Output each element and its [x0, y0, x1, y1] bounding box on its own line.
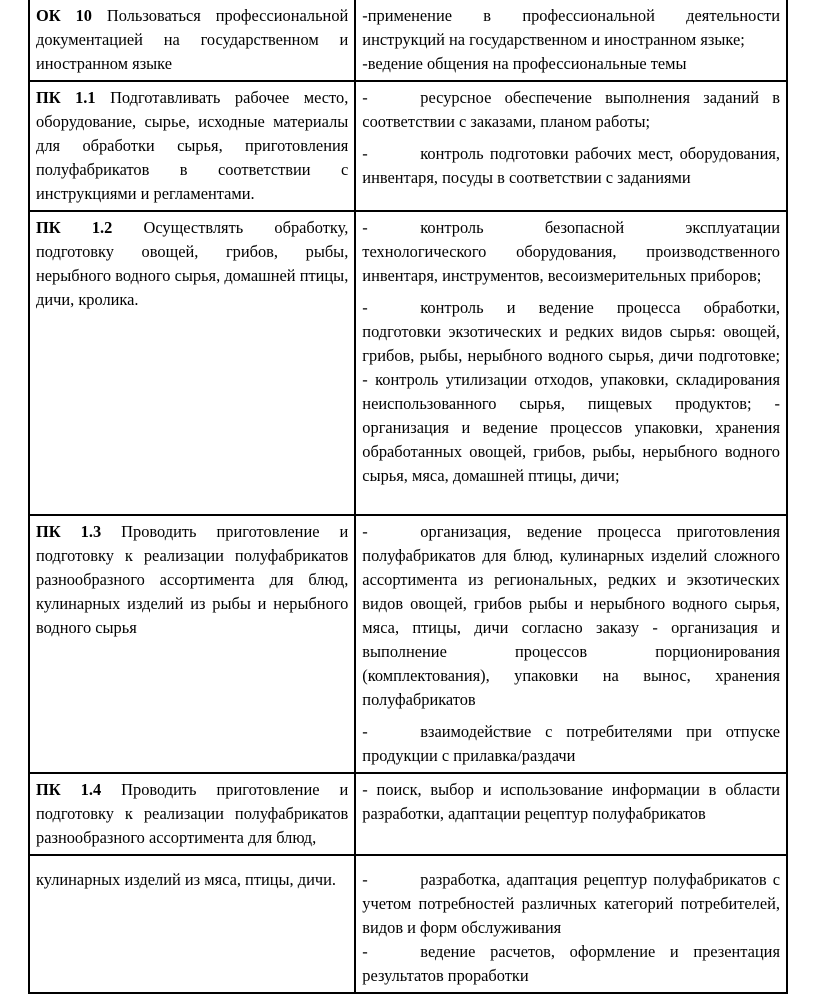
indicator-text: организация, ведение процесса приготовления полуфабрикатов для блюд, кулинарных изделий сложного ассортимента из региональных, редких и экзотических видов овощей, грибов рыбы и нерыбного водного сырья, мяса, птицы, дичи согласно заказу - организация и выполнение процессов порционирования (комплектования), упаковки на вынос, хранения полуфабрикатов	[362, 522, 780, 709]
indicator-text: взаимодействие с потребителями при отпуске продукции с прилавка/раздачи	[362, 722, 780, 765]
competency-title: Подготавливать рабочее место, оборудование, сырье, исходные материалы для обработки сырья, приготовления полуфабрикатов в соответствии с инструкциями и регламентами.	[36, 88, 349, 203]
indicator-text: контроль безопасной эксплуатации технологического оборудования, производственного инвентаря, инструментов, весоизмерительных приборов;	[362, 218, 780, 285]
indicator-item: - ведение расчетов, оформление и презентация результатов проработки	[362, 942, 780, 985]
competency-title: Пользоваться профессиональной документацией на государственном и иностранном языке	[36, 6, 349, 73]
indicators-cell	[355, 773, 787, 855]
competency-title: Проводить приготовление и подготовку к реализации полуфабрикатов разнообразного ассортимента для блюд,	[36, 780, 349, 847]
competency-code: ПК 1.2	[36, 218, 113, 237]
competency-table	[28, 0, 788, 994]
table-row	[29, 211, 787, 515]
indicators-cell	[355, 855, 787, 993]
competency-code: ПК 1.4	[36, 780, 102, 799]
table-row	[29, 81, 787, 211]
indicator-text: контроль и ведение процесса обработки, подготовки экзотических и редких видов сырья: овощей, грибов, рыбы, нерыбного водного сырья, дичи подготовке; - контроль утилизации отходов, упаковки, складирования неиспользованного сырья, пищевых продуктов; - организация и ведение процессов упаковки, хранения обработанных овощей, грибов, рыбы, нерыбного водного сырья, мяса, домашней птицы, дичи;	[362, 298, 780, 485]
competency-cell	[29, 81, 355, 211]
indicator-text: контроль подготовки рабочих мест, оборудования, инвентаря, посуды в соответствии с заданиями	[362, 144, 780, 187]
competency-cell	[29, 0, 355, 81]
table-row	[29, 855, 787, 993]
competency-cell	[29, 515, 355, 773]
competency-cell	[29, 773, 355, 855]
indicator-item: - контроль подготовки рабочих мест, оборудования, инвентаря, посуды в соответствии с заданиями	[362, 144, 780, 187]
indicator-text: - поиск, выбор и использование информации в области разработки, адаптации рецептур полуфабрикатов	[362, 780, 780, 823]
competency-title: Проводить приготовление и подготовку к реализации полуфабрикатов разнообразного ассортимента для блюд, кулинарных изделий из рыбы и нерыбного водного сырья	[36, 522, 349, 637]
indicator-item: - ресурсное обеспечение выполнения заданий в соответствии с заказами, планом работы;	[362, 88, 780, 131]
indicator-item: - контроль и ведение процесса обработки, подготовки экзотических и редких видов сырья: овощей, грибов, рыбы, нерыбного водного сырья, дичи подготовке; - контроль утилизации отходов, упаковки, складирования неиспользованного сырья, пищевых продуктов; - организация и ведение процессов упаковки, хранения обработанных овощей, грибов, рыбы, нерыбного водного сырья, мяса, домашней птицы, дичи;	[362, 298, 780, 485]
indicator-text: ведение расчетов, оформление и презентация результатов проработки	[362, 942, 780, 985]
competency-title: кулинарных изделий из мяса, птицы, дичи.	[36, 870, 336, 889]
indicator-text: разработка, адаптация рецептур полуфабрикатов с учетом потребностей различных категорий потребителей, видов и форм обслуживания	[362, 870, 780, 937]
competency-code: ОК 10	[36, 6, 92, 25]
indicator-item: - разработка, адаптация рецептур полуфабрикатов с учетом потребностей различных категорий потребителей, видов и форм обслуживания	[362, 870, 780, 937]
indicator-item: - организация, ведение процесса приготовления полуфабрикатов для блюд, кулинарных изделий сложного ассортимента из региональных, редких и экзотических видов овощей, грибов рыбы и нерыбного водного сырья, мяса, птицы, дичи согласно заказу - организация и выполнение процессов порционирования (комплектования), упаковки на вынос, хранения полуфабрикатов	[362, 522, 780, 709]
competency-title: Осуществлять обработку, подготовку овощей, грибов, рыбы, нерыбного водного сырья, домашней птицы, дичи, кролика.	[36, 218, 349, 309]
indicator-text: ресурсное обеспечение выполнения заданий в соответствии с заказами, планом работы;	[362, 88, 780, 131]
table-row	[29, 515, 787, 773]
competency-code: ПК 1.3	[36, 522, 102, 541]
indicator-item: - контроль безопасной эксплуатации технологического оборудования, производственного инвентаря, инструментов, весоизмерительных приборов;	[362, 218, 780, 285]
competency-cell	[29, 855, 355, 993]
table-row	[29, 773, 787, 855]
indicators-cell	[355, 515, 787, 773]
competency-code: ПК 1.1	[36, 88, 96, 107]
indicator-item: - взаимодействие с потребителями при отпуске продукции с прилавка/раздачи	[362, 722, 780, 765]
indicators-cell	[355, 0, 787, 81]
indicators-cell	[355, 211, 787, 515]
indicators-cell	[355, 81, 787, 211]
indicator-text: -ведение общения на профессиональные темы	[362, 54, 687, 73]
table-row	[29, 0, 787, 81]
competency-cell	[29, 211, 355, 515]
indicator-text: -применение в профессиональной деятельности инструкций на государственном и иностранном языке;	[362, 6, 780, 49]
